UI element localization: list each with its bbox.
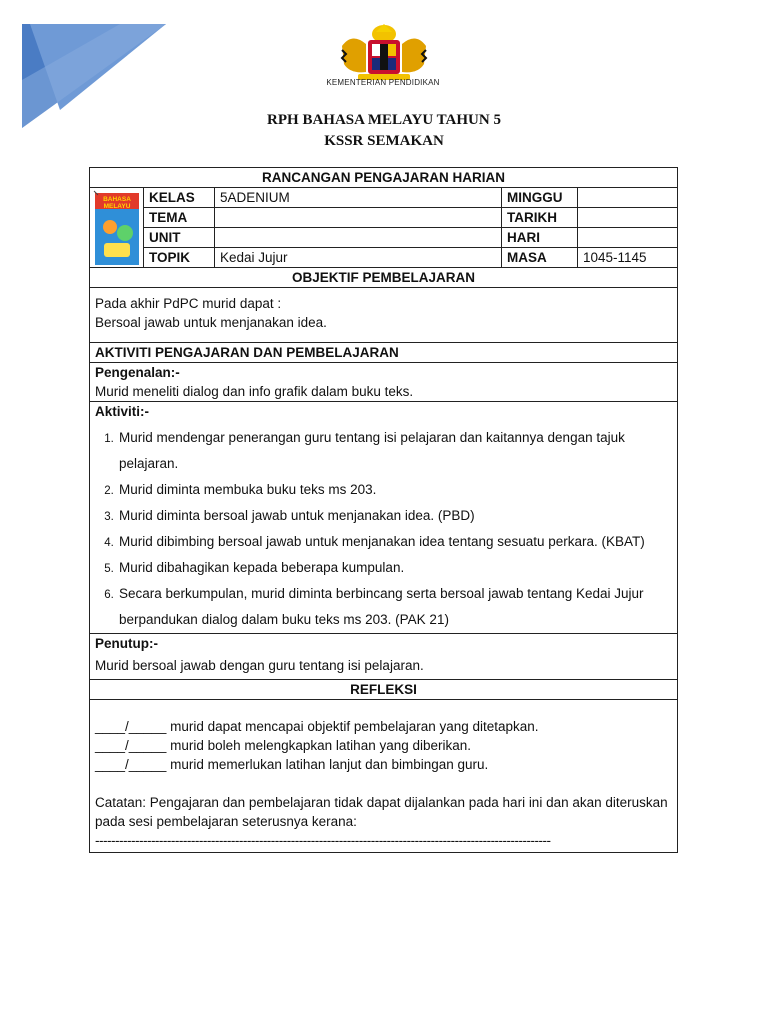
lesson-plan-table (89, 167, 678, 853)
refleksi-line-3: ____/_____ murid memerlukan latihan lanjut dan bimbingan guru. (95, 757, 489, 772)
ministry-name: KEMENTERIAN PENDIDIKAN (326, 78, 440, 87)
tema-label: TEMA (144, 208, 215, 228)
aktiviti-label: Aktiviti:- (95, 404, 149, 419)
pengenalan-label: Pengenalan:- (95, 365, 180, 380)
refleksi-section (90, 700, 678, 853)
book-cover-image (90, 188, 144, 268)
objektif-heading: OBJEKTIF PEMBELAJARAN (90, 268, 678, 288)
kelas-label: KELAS (144, 188, 215, 208)
catatan-text: Catatan: Pengajaran dan pembelajaran tidak dapat dijalankan pada hari ini dan akan diteruskan pada sesi pembelajaran seterusnya kerana: (95, 795, 668, 829)
minggu-label: MINGGU (502, 188, 578, 208)
refleksi-line-2: ____/_____ murid boleh melengkapkan latihan yang diberikan. (95, 738, 472, 753)
list-item: 4. Murid dibimbing bersoal jawab untuk menjanakan idea tentang sesuatu perkara. (KBAT) (117, 529, 672, 555)
topik-value: Kedai Jujur (215, 248, 502, 268)
tema-value (215, 208, 502, 228)
document-title: RPH BAHASA MELAYU TAHUN 5 (267, 112, 501, 128)
penutup-label: Penutup:- (95, 636, 158, 651)
dashed-line: ------------------------------------------------------------------------------------------------------------------ (95, 833, 551, 848)
objektif-section (90, 288, 678, 343)
table-heading: RANCANGAN PENGAJARAN HARIAN (90, 168, 678, 188)
list-item: 1. Murid mendengar penerangan guru tentang isi pelajaran dan kaitannya dengan tajuk pelajaran. (117, 425, 672, 477)
pengenalan-section (90, 363, 678, 402)
list-item: 5. Murid dibahagikan kepada beberapa kumpulan. (117, 555, 672, 581)
svg-text:BAHASA: BAHASA (103, 195, 131, 203)
unit-label: UNIT (144, 228, 215, 248)
pengenalan-text: Murid meneliti dialog dan info grafik dalam buku teks. (95, 384, 414, 399)
masa-label: MASA (502, 248, 578, 268)
kelas-value: 5ADENIUM (215, 188, 502, 208)
minggu-value (578, 188, 678, 208)
penutup-text: Murid bersoal jawab dengan guru tentang isi pelajaran. (95, 658, 424, 673)
objektif-line-1: Pada akhir PdPC murid dapat : (95, 296, 282, 311)
tarikh-value (578, 208, 678, 228)
list-item: 6. Secara berkumpulan, murid diminta berbincang serta bersoal jawab tentang Kedai Jujur berpandukan dialog dalam buku teks ms 203. (PAK 21) (117, 581, 672, 633)
list-item: 2. Murid diminta membuka buku teks ms 203. (117, 477, 672, 503)
masa-value: 1045-1145 (578, 248, 678, 268)
refleksi-heading: REFLEKSI (90, 680, 678, 700)
corner-dots: :. (116, 65, 121, 74)
refleksi-line-1: ____/_____ murid dapat mencapai objektif pembelajaran yang ditetapkan. (95, 719, 539, 734)
hari-label: HARI (502, 228, 578, 248)
aktiviti-list (95, 425, 672, 633)
svg-text:MELAYU: MELAYU (103, 202, 131, 210)
hari-value (578, 228, 678, 248)
topik-label: TOPIK (144, 248, 215, 268)
objektif-line-2: Bersoal jawab untuk menjanakan idea. (95, 315, 327, 330)
list-item: 3. Murid diminta bersoal jawab untuk menjanakan idea. (PBD) (117, 503, 672, 529)
unit-value (215, 228, 502, 248)
document-subtitle: KSSR SEMAKAN (324, 133, 444, 149)
tarikh-label: TARIKH (502, 208, 578, 228)
aktiviti-heading: AKTIVITI PENGAJARAN DAN PEMBELAJARAN (90, 343, 678, 363)
penutup-section (90, 634, 678, 680)
aktiviti-section (90, 402, 678, 634)
